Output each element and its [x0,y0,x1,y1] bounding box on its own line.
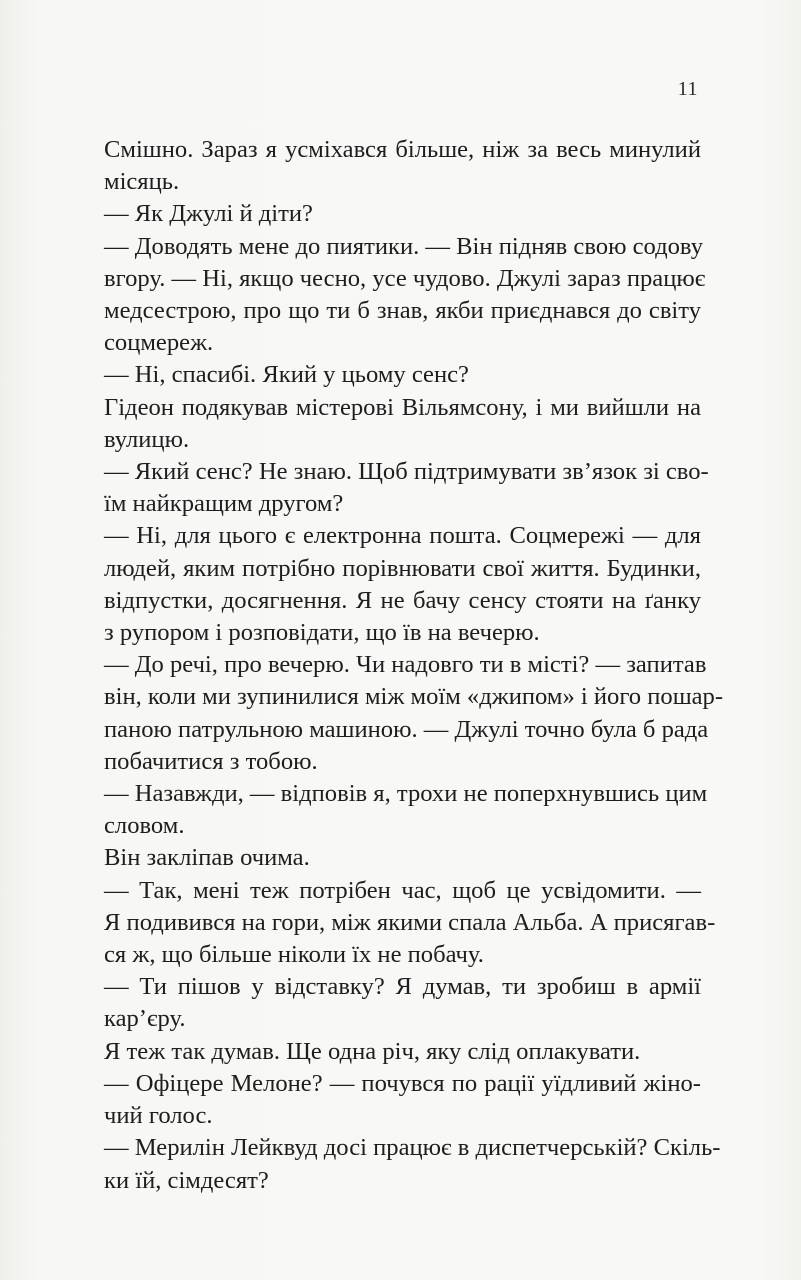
paragraph [104,392,701,456]
paragraph [104,134,701,198]
text-line: — Мерилін Лейквуд досі працює в диспетчерській? Скіль- [104,1134,721,1162]
text-line: з рупором і розповідати, що їв на вечерю. [104,619,540,647]
page-number: 11 [677,78,698,100]
paragraph [104,359,701,391]
text-line: соцмереж. [104,329,214,357]
text-line: ся ж, що більше ніколи їх не побачу. [104,941,484,969]
paragraph [104,971,701,1035]
text-line: — Так, мені теж потрібен час, щоб це усвідомити. — [104,876,701,904]
text-line: — Який сенс? Не знаю. Щоб підтримувати зв’язок зі сво- [104,458,709,486]
text-line: — Назавжди, — відповів я, трохи не поперхнувшись цим [104,780,708,808]
text-line: їм найкращим другом? [104,490,344,518]
paragraph [104,1132,721,1196]
text-line: — Доводять мене до пиятики. — Він підняв свою содову [104,232,703,260]
text-line: — Як Джулі й діти? [104,200,313,228]
text-line: медсестрою, про що ти б знав, якби приєднався до світу [104,297,701,325]
paragraph [104,231,706,360]
text-line: Смішно. Зараз я усміхався більше, ніж за весь минулий [104,136,701,163]
text-line: місяць. [104,168,180,196]
paragraph [104,520,701,649]
text-line: Я подивився на гори, між якими спала Альба. А присягав- [104,908,716,936]
paragraph [104,875,716,972]
text-line: вулицю. [104,425,190,453]
body-text [104,134,724,1197]
text-line: — Офіцере Мелоне? — почувся по рації уїдливий жіно- [104,1069,701,1097]
text-line: ки їй, сімдесят? [104,1166,269,1194]
text-line: — Ні, спасибі. Який у цьому сенс? [104,361,469,389]
text-line: відпустки, досягнення. Я не бачу сенсу стояти на ґанку [104,586,701,614]
text-line: він, коли ми зупинилися між моїм «джипом» і його пошар- [104,683,724,711]
paragraph [104,649,724,778]
text-line: — Ні, для цього є електронна пошта. Соцмережі — для [104,522,701,550]
text-line: паною патрульною машиною. — Джулі точно була б рада [104,715,709,743]
text-line: Він закліпав очима. [104,844,310,872]
text-line: кар’єру. [104,1005,186,1033]
paragraph [104,842,701,874]
paragraph [104,1068,701,1132]
paragraph [104,198,701,230]
text-line: Я теж так думав. Ще одна річ, яку слід оплакувати. [104,1037,641,1065]
text-line: — До речі, про вечерю. Чи надовго ти в місті? — запитав [104,651,707,679]
text-line: Гідеон подякував містерові Вільямсону, і ми вийшли на [104,393,701,421]
text-line: людей, яким потрібно порівнювати свої життя. Будинки, [104,554,701,582]
paragraph [104,456,709,520]
paragraph [104,1036,701,1068]
text-line: вгору. — Ні, якщо чесно, усе чудово. Джулі зараз працює [104,264,706,292]
text-line: словом. [104,812,185,840]
text-line: — Ти пішов у відставку? Я думав, ти зробиш в армії [104,973,701,1001]
paragraph [104,778,708,842]
text-line: побачитися з тобою. [104,747,318,775]
text-line: чий голос. [104,1102,213,1130]
